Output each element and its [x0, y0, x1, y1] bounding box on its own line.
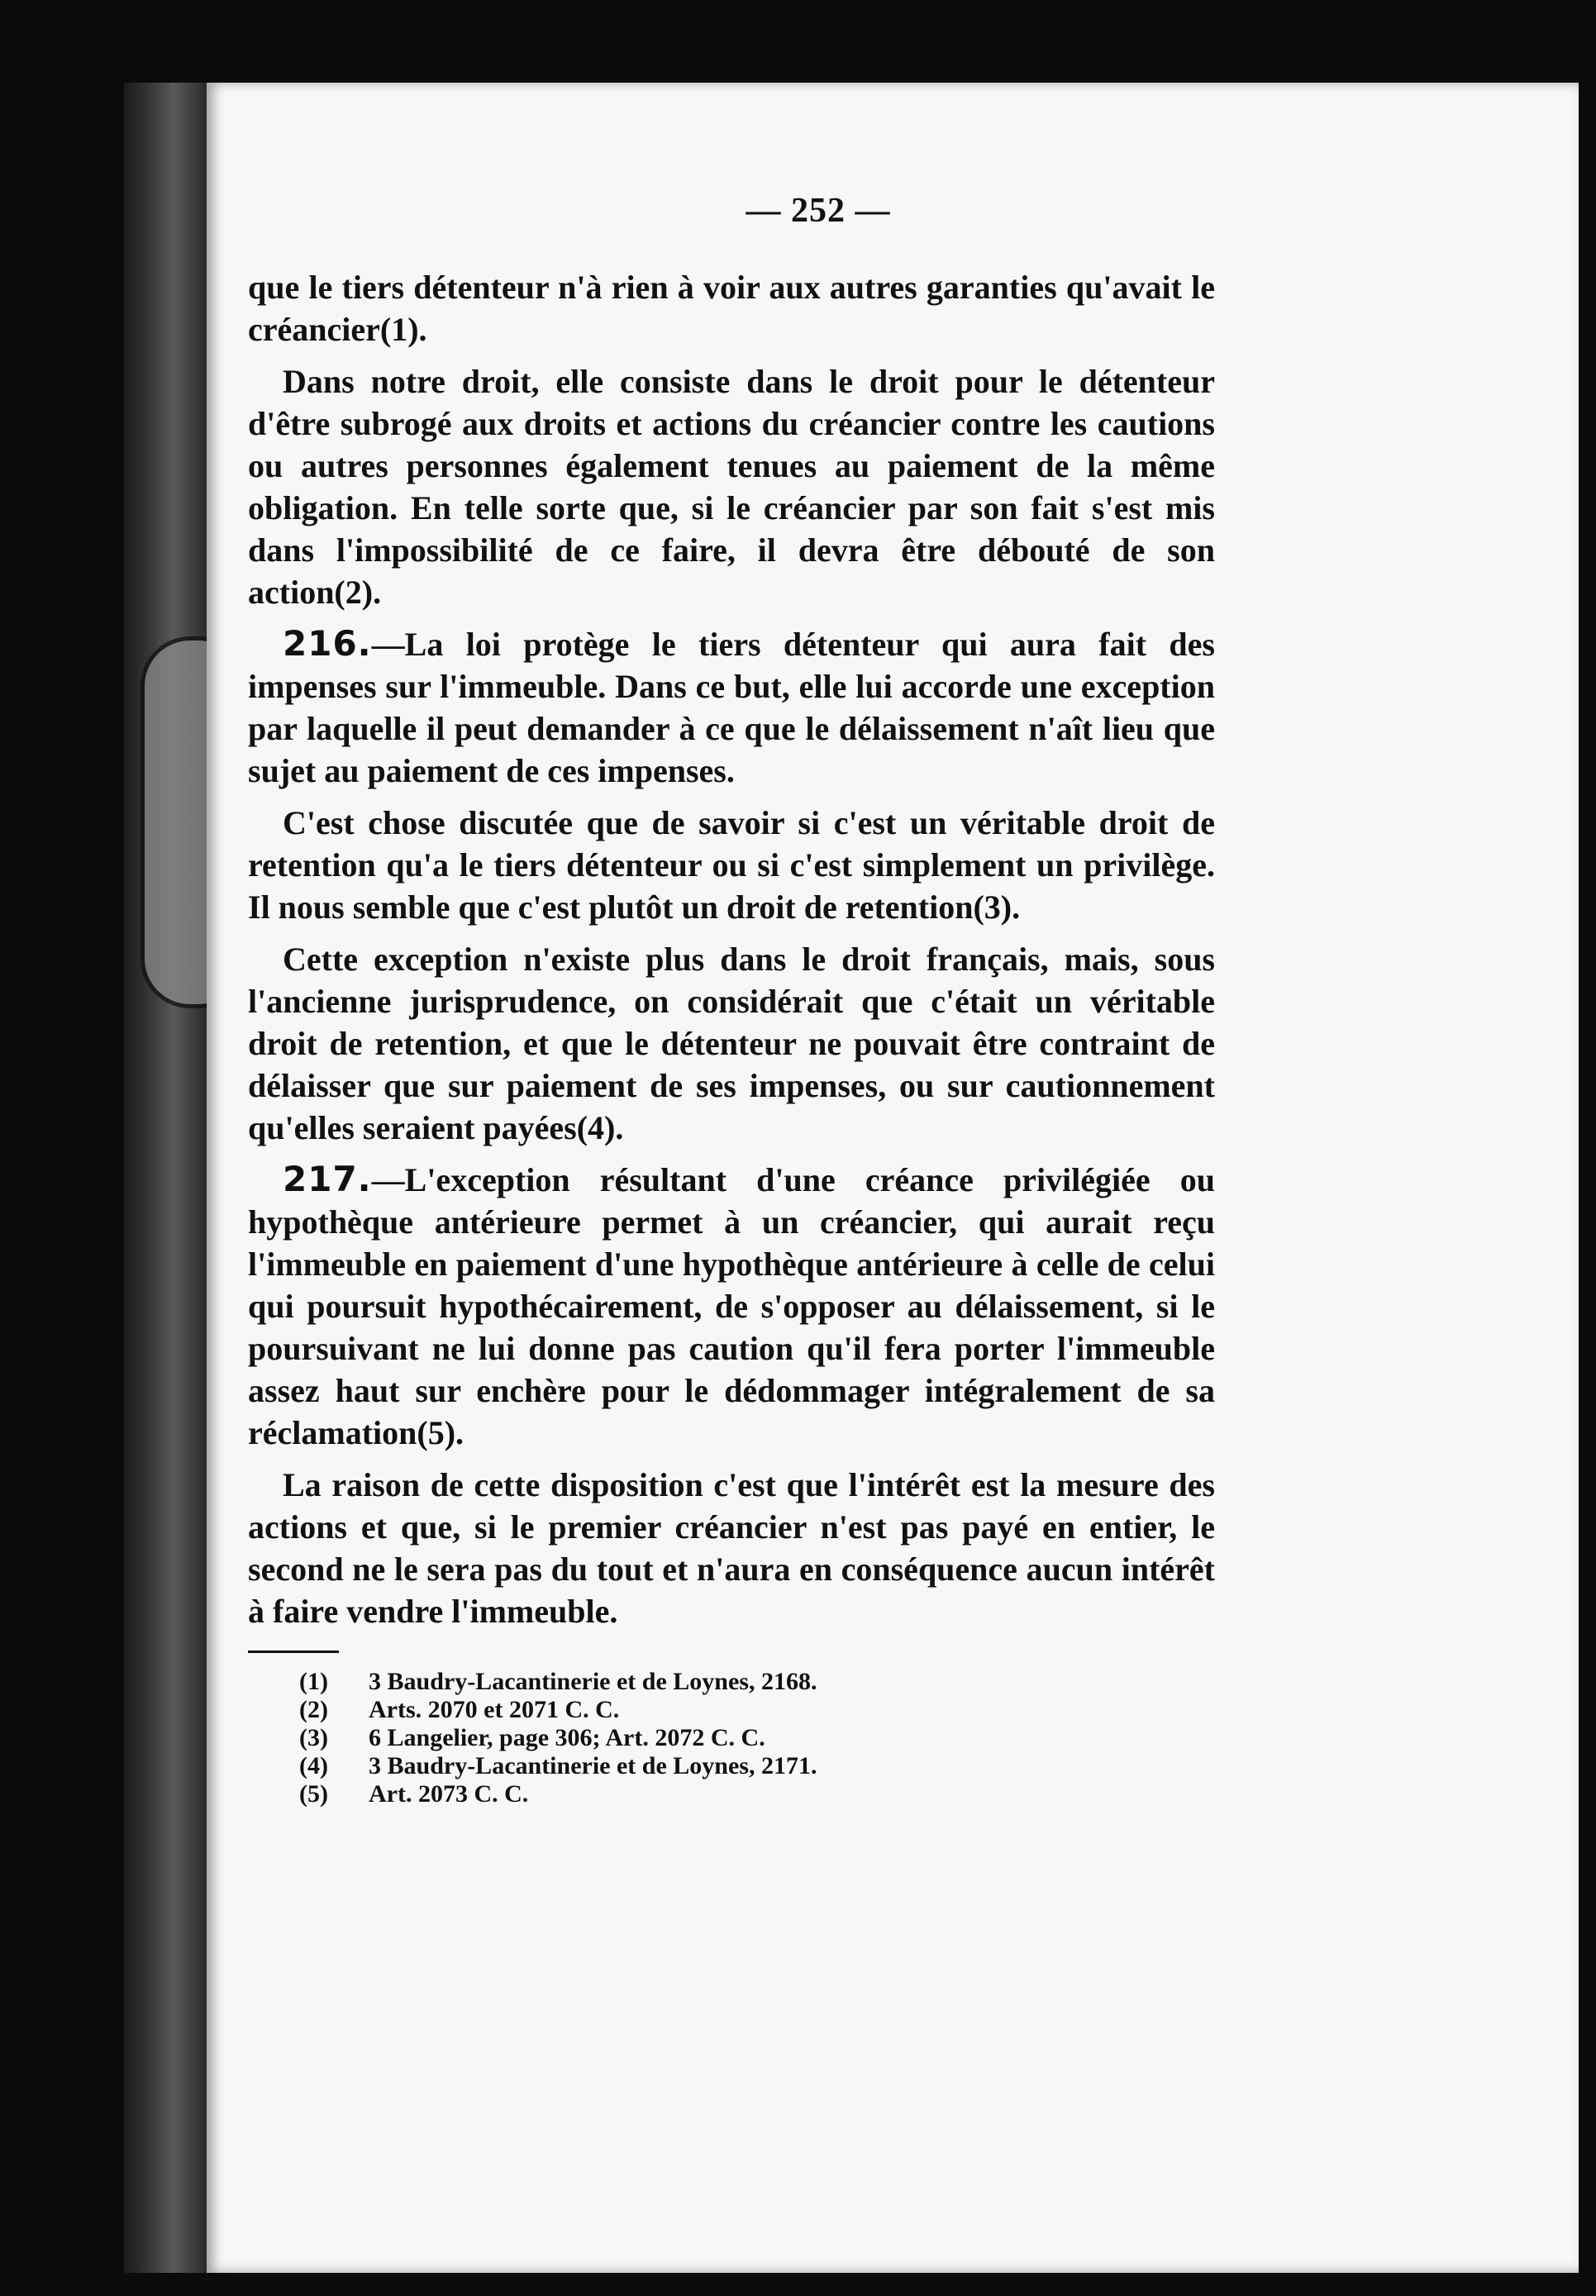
footnote-text: 3 Baudry-Lacantinerie et de Loynes, 2171.: [369, 1752, 817, 1779]
paragraph: [248, 1158, 1215, 1454]
footnote-text: 6 Langelier, page 306; Art. 2072 C. C.: [369, 1724, 765, 1751]
section-number: 217.: [283, 1159, 372, 1199]
footnote-mark: (5): [299, 1780, 328, 1808]
footnote-text: Art. 2073 C. C.: [369, 1780, 529, 1808]
section-number: 216.: [283, 623, 372, 664]
paragraph: [248, 801, 1215, 928]
paragraph-text: Cette exception n'existe plus dans le droit français, mais, sous l'ancienne jurisprudence, on considérait que c'était un véritable droit de retention, et que le détenteur ne pouvait être contraint de délaisser que sur paiement de ses impenses, ou sur cautionnement qu'elles seraient payées(4).: [248, 941, 1215, 1146]
book-binding-edge: [124, 83, 207, 2273]
footnote: [248, 1724, 1215, 1752]
footnote: [248, 1696, 1215, 1724]
footnote: [248, 1752, 1215, 1780]
paragraph-text: —L'exception résultant d'une créance privilégiée ou hypothèque antérieure permet à un créancier, qui aurait reçu l'immeuble en paiement d'une hypothèque antérieure à celle de celui qui poursuit hypothécairement, de s'opposer au délaissement, si le poursuivant ne lui donne pas caution qu'il fera porter l'immeuble assez haut sur enchère pour le dédommager intégralement de sa réclamation(5).: [248, 1161, 1215, 1451]
paragraph-text: La raison de cette disposition c'est que l'intérêt est la mesure des actions et que, si le premier créancier n'est pas payé en entier, le second ne le sera pas du tout et n'aura en conséquence aucun intérêt à faire vendre l'immeuble.: [248, 1466, 1215, 1630]
paragraph-text: Dans notre droit, elle consiste dans le droit pour le détenteur d'être subrogé aux droits et actions du créancier contre les cautions ou autres personnes également tenues au paiement de la même obligation. En telle sorte que, si le créancier par son fait s'est mis dans l'impossibilité de ce faire, il devra être débouté de son action(2).: [248, 363, 1215, 611]
page-number: — 252 —: [746, 192, 891, 230]
footnote: [248, 1668, 1215, 1696]
footnote: [248, 1780, 1215, 1808]
footnote-mark: (4): [299, 1752, 328, 1779]
footnote-mark: (2): [299, 1696, 328, 1723]
footnote-mark: (3): [299, 1724, 328, 1751]
paragraph-text: —La loi protège le tiers détenteur qui aura fait des impenses sur l'immeuble. Dans ce but, elle lui accorde une exception par laquelle il peut demander à ce que le délaissement n'aît lieu que sujet au paiement de ces impenses.: [248, 626, 1215, 789]
paragraph-text: C'est chose discutée que de savoir si c'est un véritable droit de retention qu'a le tiers détenteur ou si c'est simplement un privilège. Il nous semble que c'est plutôt un droit de retention(3).: [248, 804, 1215, 926]
footnote-text: 3 Baudry-Lacantinerie et de Loynes, 2168.: [369, 1668, 817, 1695]
footnote-list: [248, 1668, 1215, 1808]
paragraph: [248, 1463, 1215, 1632]
footnote-text: Arts. 2070 et 2071 C. C.: [369, 1696, 620, 1723]
paragraph: [248, 937, 1215, 1149]
paragraph: [248, 360, 1215, 613]
footnote-mark: (1): [299, 1668, 328, 1695]
page-text-block: [248, 190, 1215, 1808]
paragraph-text: que le tiers détenteur n'à rien à voir aux autres garanties qu'avait le créancier(1).: [248, 269, 1215, 348]
paragraph: [248, 622, 1215, 792]
footnote-divider: [248, 1651, 339, 1653]
paragraph: [248, 265, 1215, 350]
